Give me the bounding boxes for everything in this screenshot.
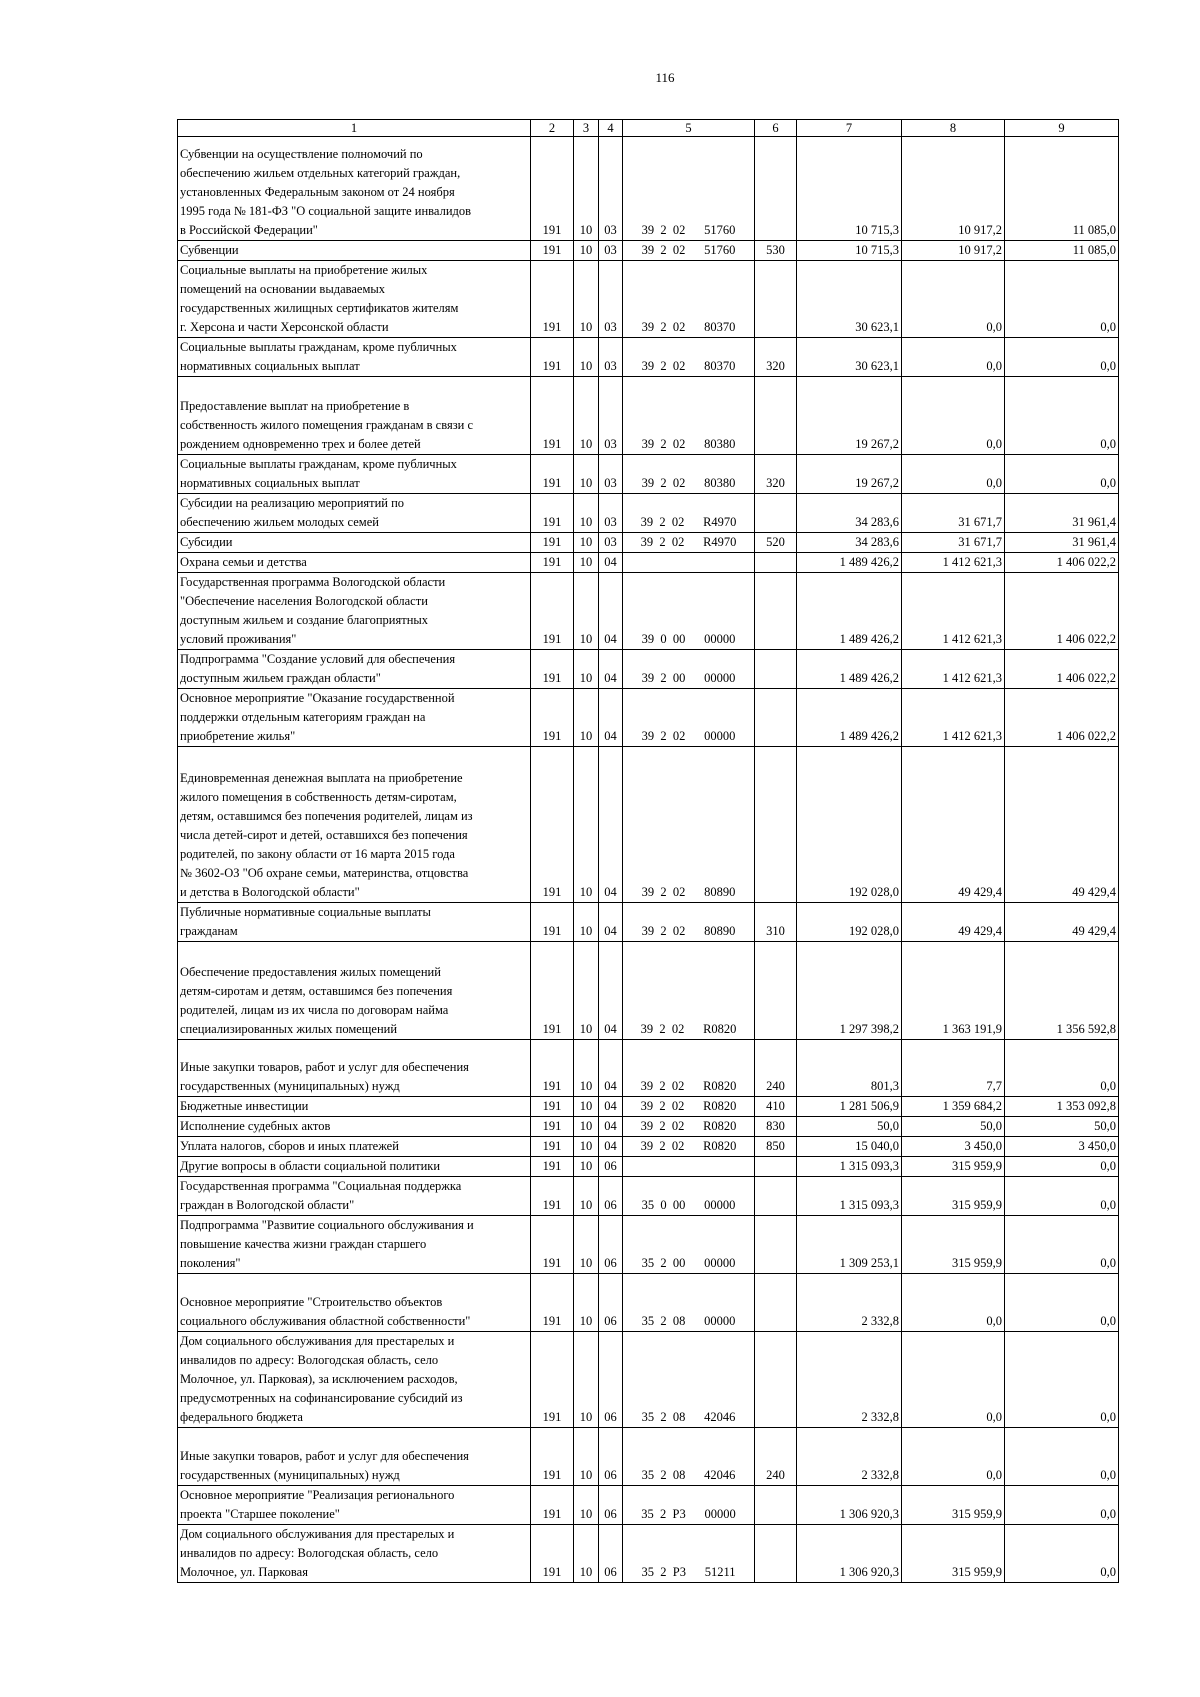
- amount-year3-cell: 1 406 022,2: [1005, 553, 1119, 573]
- amount-year1-cell: 192 028,0: [797, 903, 902, 942]
- section-code-cell: 10: [574, 455, 599, 494]
- row-name-cell: Публичные нормативные социальные выплаты гражданам: [178, 903, 531, 942]
- target-article-cell: 39 2 02 51760: [623, 241, 755, 261]
- amount-year1-cell: 1 306 920,3: [797, 1525, 902, 1583]
- subsection-code-cell: 03: [599, 261, 623, 338]
- expense-type-cell: 530: [755, 241, 797, 261]
- amount-year2-cell: 1 412 621,3: [902, 689, 1005, 747]
- column-header: 8: [902, 120, 1005, 137]
- subsection-code-cell: 03: [599, 137, 623, 241]
- target-article-cell: 39 2 02 80370: [623, 338, 755, 377]
- amount-year2-cell: 315 959,9: [902, 1177, 1005, 1216]
- table-row: [178, 942, 1119, 1040]
- amount-year3-cell: 0,0: [1005, 1332, 1119, 1428]
- amount-year1-cell: 1 281 506,9: [797, 1097, 902, 1117]
- subsection-code-cell: 03: [599, 241, 623, 261]
- subsection-code-cell: 03: [599, 533, 623, 553]
- amount-year1-cell: 192 028,0: [797, 747, 902, 903]
- subsection-code-cell: 04: [599, 689, 623, 747]
- target-article-cell: 39 2 02 R0820: [623, 1117, 755, 1137]
- target-article-cell: 35 2 00 00000: [623, 1216, 755, 1274]
- target-article-cell: 39 0 00 00000: [623, 573, 755, 650]
- target-article-cell: 39 2 00 00000: [623, 650, 755, 689]
- row-name-cell: Охрана семьи и детства: [178, 553, 531, 573]
- amount-year3-cell: 31 961,4: [1005, 494, 1119, 533]
- expense-type-cell: 310: [755, 903, 797, 942]
- expense-type-cell: [755, 942, 797, 1040]
- table-row: [178, 747, 1119, 903]
- target-article-cell: 35 0 00 00000: [623, 1177, 755, 1216]
- admin-code-cell: 191: [531, 689, 574, 747]
- admin-code-cell: 191: [531, 1216, 574, 1274]
- expense-type-cell: [755, 1216, 797, 1274]
- amount-year3-cell: 11 085,0: [1005, 241, 1119, 261]
- amount-year2-cell: 315 959,9: [902, 1216, 1005, 1274]
- amount-year3-cell: 0,0: [1005, 1177, 1119, 1216]
- subsection-code-cell: 06: [599, 1486, 623, 1525]
- amount-year2-cell: 315 959,9: [902, 1157, 1005, 1177]
- section-code-cell: 10: [574, 1486, 599, 1525]
- amount-year2-cell: 315 959,9: [902, 1486, 1005, 1525]
- admin-code-cell: 191: [531, 241, 574, 261]
- section-code-cell: 10: [574, 494, 599, 533]
- subsection-code-cell: 06: [599, 1157, 623, 1177]
- target-article-cell: 35 2 P3 00000: [623, 1486, 755, 1525]
- section-code-cell: 10: [574, 137, 599, 241]
- section-code-cell: 10: [574, 1157, 599, 1177]
- table-row: [178, 1486, 1119, 1525]
- admin-code-cell: 191: [531, 377, 574, 455]
- table-header-row: [178, 120, 1119, 137]
- amount-year3-cell: 0,0: [1005, 1486, 1119, 1525]
- section-code-cell: 10: [574, 689, 599, 747]
- column-header: 7: [797, 120, 902, 137]
- row-name-cell: Иные закупки товаров, работ и услуг для обеспечения государственных (муниципальных) нужд: [178, 1040, 531, 1097]
- amount-year2-cell: 49 429,4: [902, 903, 1005, 942]
- admin-code-cell: 191: [531, 1137, 574, 1157]
- expense-type-cell: [755, 1157, 797, 1177]
- amount-year2-cell: 1 412 621,3: [902, 650, 1005, 689]
- section-code-cell: 10: [574, 533, 599, 553]
- amount-year2-cell: 10 917,2: [902, 241, 1005, 261]
- page-number: 116: [655, 70, 675, 85]
- amount-year2-cell: 0,0: [902, 1332, 1005, 1428]
- section-code-cell: 10: [574, 903, 599, 942]
- section-code-cell: 10: [574, 1137, 599, 1157]
- subsection-code-cell: 03: [599, 455, 623, 494]
- row-name-cell: Единовременная денежная выплата на приобретение жилого помещения в собственность детям-сиротам, детям, оставшимся без попечения родителей, лицам из числа детей-сирот и детей, оставшихся без попечения родителей, по закону области от 16 марта 2015 года № 3602-ОЗ "Об охране семьи, материнства, отцовства и детства в Вологодской области": [178, 747, 531, 903]
- amount-year2-cell: 0,0: [902, 455, 1005, 494]
- table-row: [178, 689, 1119, 747]
- subsection-code-cell: 04: [599, 1117, 623, 1137]
- target-article-cell: 39 2 02 R0820: [623, 1097, 755, 1117]
- table-row: [178, 533, 1119, 553]
- expense-type-cell: 320: [755, 338, 797, 377]
- admin-code-cell: 191: [531, 903, 574, 942]
- amount-year1-cell: 1 306 920,3: [797, 1486, 902, 1525]
- row-name-cell: Основное мероприятие "Реализация регионального проекта "Старшее поколение": [178, 1486, 531, 1525]
- row-name-cell: Основное мероприятие "Оказание государственной поддержки отдельным категориям граждан на приобретение жилья": [178, 689, 531, 747]
- amount-year2-cell: 315 959,9: [902, 1525, 1005, 1583]
- subsection-code-cell: 04: [599, 1137, 623, 1157]
- section-code-cell: 10: [574, 1525, 599, 1583]
- admin-code-cell: 191: [531, 553, 574, 573]
- section-code-cell: 10: [574, 1040, 599, 1097]
- table-row: [178, 241, 1119, 261]
- column-header: 9: [1005, 120, 1119, 137]
- expense-type-cell: 410: [755, 1097, 797, 1117]
- subsection-code-cell: 04: [599, 747, 623, 903]
- target-article-cell: 35 2 08 42046: [623, 1332, 755, 1428]
- expense-type-cell: [755, 553, 797, 573]
- admin-code-cell: 191: [531, 533, 574, 553]
- row-name-cell: Основное мероприятие "Строительство объектов социального обслуживания областной собственности": [178, 1274, 531, 1332]
- section-code-cell: 10: [574, 241, 599, 261]
- amount-year1-cell: 34 283,6: [797, 533, 902, 553]
- section-code-cell: 10: [574, 1216, 599, 1274]
- row-name-cell: Подпрограмма "Создание условий для обеспечения доступным жильем граждан области": [178, 650, 531, 689]
- column-header: 1: [178, 120, 531, 137]
- amount-year1-cell: 1 309 253,1: [797, 1216, 902, 1274]
- admin-code-cell: 191: [531, 261, 574, 338]
- table-row: [178, 494, 1119, 533]
- row-name-cell: Государственная программа "Социальная поддержка граждан в Вологодской области": [178, 1177, 531, 1216]
- row-name-cell: Уплата налогов, сборов и иных платежей: [178, 1137, 531, 1157]
- amount-year2-cell: 1 363 191,9: [902, 942, 1005, 1040]
- section-code-cell: 10: [574, 1332, 599, 1428]
- row-name-cell: Социальные выплаты гражданам, кроме публичных нормативных социальных выплат: [178, 338, 531, 377]
- target-article-cell: 39 2 02 80890: [623, 747, 755, 903]
- row-name-cell: Субсидии: [178, 533, 531, 553]
- table-row: [178, 455, 1119, 494]
- target-article-cell: 39 2 02 80380: [623, 377, 755, 455]
- amount-year1-cell: 2 332,8: [797, 1332, 902, 1428]
- expense-type-cell: [755, 650, 797, 689]
- expense-type-cell: [755, 689, 797, 747]
- expense-type-cell: [755, 1274, 797, 1332]
- subsection-code-cell: 04: [599, 903, 623, 942]
- row-name-cell: Иные закупки товаров, работ и услуг для обеспечения государственных (муниципальных) нужд: [178, 1428, 531, 1486]
- table-row: [178, 553, 1119, 573]
- admin-code-cell: 191: [531, 1525, 574, 1583]
- subsection-code-cell: 03: [599, 338, 623, 377]
- amount-year3-cell: 50,0: [1005, 1117, 1119, 1137]
- target-article-cell: 39 2 02 R0820: [623, 1040, 755, 1097]
- admin-code-cell: 191: [531, 338, 574, 377]
- amount-year2-cell: 0,0: [902, 377, 1005, 455]
- column-header: 6: [755, 120, 797, 137]
- target-article-cell: 35 2 08 00000: [623, 1274, 755, 1332]
- amount-year3-cell: 1 353 092,8: [1005, 1097, 1119, 1117]
- table-row: [178, 1157, 1119, 1177]
- table-row: [178, 1216, 1119, 1274]
- table-row: [178, 1274, 1119, 1332]
- target-article-cell: 39 2 02 R0820: [623, 1137, 755, 1157]
- budget-table: [177, 119, 1119, 1583]
- row-name-cell: Подпрограмма "Развитие социального обслуживания и повышение качества жизни граждан старшего поколения": [178, 1216, 531, 1274]
- amount-year1-cell: 10 715,3: [797, 137, 902, 241]
- amount-year1-cell: 30 623,1: [797, 261, 902, 338]
- amount-year1-cell: 1 489 426,2: [797, 689, 902, 747]
- amount-year2-cell: 10 917,2: [902, 137, 1005, 241]
- expense-type-cell: [755, 1332, 797, 1428]
- expense-type-cell: [755, 1177, 797, 1216]
- amount-year2-cell: 0,0: [902, 1428, 1005, 1486]
- admin-code-cell: 191: [531, 573, 574, 650]
- amount-year3-cell: 1 406 022,2: [1005, 650, 1119, 689]
- section-code-cell: 10: [574, 1274, 599, 1332]
- target-article-cell: 39 2 02 00000: [623, 689, 755, 747]
- admin-code-cell: 191: [531, 1157, 574, 1177]
- column-header: 3: [574, 120, 599, 137]
- expense-type-cell: 520: [755, 533, 797, 553]
- amount-year3-cell: 3 450,0: [1005, 1137, 1119, 1157]
- admin-code-cell: 191: [531, 137, 574, 241]
- subsection-code-cell: 06: [599, 1525, 623, 1583]
- amount-year3-cell: 49 429,4: [1005, 903, 1119, 942]
- section-code-cell: 10: [574, 942, 599, 1040]
- table-row: [178, 137, 1119, 241]
- amount-year3-cell: 1 406 022,2: [1005, 573, 1119, 650]
- row-name-cell: Социальные выплаты на приобретение жилых помещений на основании выдаваемых государственных жилищных сертификатов жителям г. Херсона и части Херсонской области: [178, 261, 531, 338]
- amount-year3-cell: 11 085,0: [1005, 137, 1119, 241]
- section-code-cell: 10: [574, 377, 599, 455]
- amount-year3-cell: 1 356 592,8: [1005, 942, 1119, 1040]
- subsection-code-cell: 06: [599, 1177, 623, 1216]
- target-article-cell: 35 2 08 42046: [623, 1428, 755, 1486]
- target-article-cell: 39 2 02 80890: [623, 903, 755, 942]
- amount-year2-cell: 0,0: [902, 1274, 1005, 1332]
- target-article-cell: 39 2 02 80380: [623, 455, 755, 494]
- expense-type-cell: [755, 747, 797, 903]
- admin-code-cell: 191: [531, 942, 574, 1040]
- admin-code-cell: 191: [531, 1428, 574, 1486]
- expense-type-cell: [755, 261, 797, 338]
- table-row: [178, 573, 1119, 650]
- table-row: [178, 1137, 1119, 1157]
- row-name-cell: Обеспечение предоставления жилых помещений детям-сиротам и детям, оставшимся без попечения родителей, лицам из их числа по договорам найма специализированных жилых помещений: [178, 942, 531, 1040]
- table-row: [178, 903, 1119, 942]
- subsection-code-cell: 06: [599, 1216, 623, 1274]
- row-name-cell: Другие вопросы в области социальной политики: [178, 1157, 531, 1177]
- admin-code-cell: 191: [531, 1486, 574, 1525]
- amount-year3-cell: 0,0: [1005, 1428, 1119, 1486]
- table-row: [178, 1097, 1119, 1117]
- amount-year1-cell: 1 489 426,2: [797, 650, 902, 689]
- column-header: 5: [623, 120, 755, 137]
- subsection-code-cell: 03: [599, 377, 623, 455]
- subsection-code-cell: 04: [599, 553, 623, 573]
- section-code-cell: 10: [574, 553, 599, 573]
- table-row: [178, 338, 1119, 377]
- section-code-cell: 10: [574, 1097, 599, 1117]
- row-name-cell: Социальные выплаты гражданам, кроме публичных нормативных социальных выплат: [178, 455, 531, 494]
- table-row: [178, 650, 1119, 689]
- target-article-cell: 39 2 02 R4970: [623, 494, 755, 533]
- row-name-cell: Предоставление выплат на приобретение в собственность жилого помещения гражданам в связи с рождением одновременно трех и более детей: [178, 377, 531, 455]
- amount-year3-cell: 0,0: [1005, 261, 1119, 338]
- subsection-code-cell: 06: [599, 1274, 623, 1332]
- amount-year1-cell: 1 489 426,2: [797, 573, 902, 650]
- amount-year1-cell: 2 332,8: [797, 1274, 902, 1332]
- admin-code-cell: 191: [531, 1274, 574, 1332]
- table-row: [178, 1040, 1119, 1097]
- amount-year1-cell: 30 623,1: [797, 338, 902, 377]
- amount-year1-cell: 1 489 426,2: [797, 553, 902, 573]
- table-row: [178, 1525, 1119, 1583]
- amount-year1-cell: 19 267,2: [797, 455, 902, 494]
- admin-code-cell: 191: [531, 1097, 574, 1117]
- amount-year2-cell: 31 671,7: [902, 494, 1005, 533]
- amount-year2-cell: 0,0: [902, 261, 1005, 338]
- section-code-cell: 10: [574, 573, 599, 650]
- admin-code-cell: 191: [531, 1332, 574, 1428]
- subsection-code-cell: 04: [599, 650, 623, 689]
- section-code-cell: 10: [574, 338, 599, 377]
- amount-year3-cell: 0,0: [1005, 455, 1119, 494]
- amount-year1-cell: 50,0: [797, 1117, 902, 1137]
- amount-year1-cell: 19 267,2: [797, 377, 902, 455]
- amount-year3-cell: 0,0: [1005, 1274, 1119, 1332]
- expense-type-cell: 850: [755, 1137, 797, 1157]
- amount-year2-cell: 7,7: [902, 1040, 1005, 1097]
- amount-year1-cell: 34 283,6: [797, 494, 902, 533]
- expense-type-cell: 830: [755, 1117, 797, 1137]
- amount-year1-cell: 1 315 093,3: [797, 1157, 902, 1177]
- admin-code-cell: 191: [531, 747, 574, 903]
- amount-year2-cell: 0,0: [902, 338, 1005, 377]
- target-article-cell: 39 2 02 R0820: [623, 942, 755, 1040]
- row-name-cell: Субвенции: [178, 241, 531, 261]
- column-header: 4: [599, 120, 623, 137]
- section-code-cell: 10: [574, 1177, 599, 1216]
- expense-type-cell: [755, 573, 797, 650]
- admin-code-cell: 191: [531, 455, 574, 494]
- amount-year2-cell: 31 671,7: [902, 533, 1005, 553]
- subsection-code-cell: 04: [599, 1040, 623, 1097]
- amount-year1-cell: 1 297 398,2: [797, 942, 902, 1040]
- amount-year2-cell: 1 412 621,3: [902, 573, 1005, 650]
- admin-code-cell: 191: [531, 1117, 574, 1137]
- amount-year1-cell: 2 332,8: [797, 1428, 902, 1486]
- expense-type-cell: [755, 494, 797, 533]
- subsection-code-cell: 03: [599, 494, 623, 533]
- subsection-code-cell: 04: [599, 942, 623, 1040]
- amount-year3-cell: 0,0: [1005, 338, 1119, 377]
- amount-year2-cell: 1 412 621,3: [902, 553, 1005, 573]
- amount-year1-cell: 15 040,0: [797, 1137, 902, 1157]
- table-row: [178, 377, 1119, 455]
- admin-code-cell: 191: [531, 1040, 574, 1097]
- admin-code-cell: 191: [531, 494, 574, 533]
- table-row: [178, 1332, 1119, 1428]
- table-row: [178, 261, 1119, 338]
- row-name-cell: Дом социального обслуживания для престарелых и инвалидов по адресу: Вологодская область, село Молочное, ул. Парковая: [178, 1525, 531, 1583]
- row-name-cell: Государственная программа Вологодской области "Обеспечение населения Вологодской области доступным жильем и создание благоприятных условий проживания": [178, 573, 531, 650]
- table-row: [178, 1117, 1119, 1137]
- row-name-cell: Субсидии на реализацию мероприятий по обеспечению жильем молодых семей: [178, 494, 531, 533]
- target-article-cell: [623, 553, 755, 573]
- section-code-cell: 10: [574, 261, 599, 338]
- amount-year3-cell: 0,0: [1005, 1216, 1119, 1274]
- table-row: [178, 1428, 1119, 1486]
- row-name-cell: Субвенции на осуществление полномочий по обеспечению жильем отдельных категорий граждан, установленных Федеральным законом от 24 ноября 1995 года № 181-ФЗ "О социальной защите инвалидов в Российской Федерации": [178, 137, 531, 241]
- expense-type-cell: 240: [755, 1040, 797, 1097]
- expense-type-cell: 320: [755, 455, 797, 494]
- amount-year2-cell: 49 429,4: [902, 747, 1005, 903]
- amount-year3-cell: 0,0: [1005, 1040, 1119, 1097]
- expense-type-cell: [755, 1486, 797, 1525]
- row-name-cell: Исполнение судебных актов: [178, 1117, 531, 1137]
- expense-type-cell: [755, 137, 797, 241]
- subsection-code-cell: 06: [599, 1332, 623, 1428]
- admin-code-cell: 191: [531, 1177, 574, 1216]
- subsection-code-cell: 04: [599, 573, 623, 650]
- amount-year1-cell: 801,3: [797, 1040, 902, 1097]
- expense-type-cell: [755, 1525, 797, 1583]
- subsection-code-cell: 04: [599, 1097, 623, 1117]
- target-article-cell: 39 2 02 51760: [623, 137, 755, 241]
- amount-year2-cell: 3 450,0: [902, 1137, 1005, 1157]
- section-code-cell: 10: [574, 1428, 599, 1486]
- amount-year2-cell: 50,0: [902, 1117, 1005, 1137]
- amount-year3-cell: 1 406 022,2: [1005, 689, 1119, 747]
- amount-year3-cell: 49 429,4: [1005, 747, 1119, 903]
- column-header: 2: [531, 120, 574, 137]
- section-code-cell: 10: [574, 1117, 599, 1137]
- table-body: [178, 137, 1119, 1583]
- amount-year1-cell: 1 315 093,3: [797, 1177, 902, 1216]
- amount-year2-cell: 1 359 684,2: [902, 1097, 1005, 1117]
- subsection-code-cell: 06: [599, 1428, 623, 1486]
- target-article-cell: 39 2 02 R4970: [623, 533, 755, 553]
- expense-type-cell: [755, 377, 797, 455]
- amount-year3-cell: 0,0: [1005, 1157, 1119, 1177]
- section-code-cell: 10: [574, 650, 599, 689]
- amount-year3-cell: 31 961,4: [1005, 533, 1119, 553]
- target-article-cell: [623, 1157, 755, 1177]
- amount-year3-cell: 0,0: [1005, 377, 1119, 455]
- target-article-cell: 39 2 02 80370: [623, 261, 755, 338]
- amount-year1-cell: 10 715,3: [797, 241, 902, 261]
- expense-type-cell: 240: [755, 1428, 797, 1486]
- table-row: [178, 1177, 1119, 1216]
- target-article-cell: 35 2 P3 51211: [623, 1525, 755, 1583]
- row-name-cell: Дом социального обслуживания для престарелых и инвалидов по адресу: Вологодская область, село Молочное, ул. Парковая), за исключением расходов, предусмотренных на софинансирование субсидий из федерального бюджета: [178, 1332, 531, 1428]
- admin-code-cell: 191: [531, 650, 574, 689]
- row-name-cell: Бюджетные инвестиции: [178, 1097, 531, 1117]
- section-code-cell: 10: [574, 747, 599, 903]
- amount-year3-cell: 0,0: [1005, 1525, 1119, 1583]
